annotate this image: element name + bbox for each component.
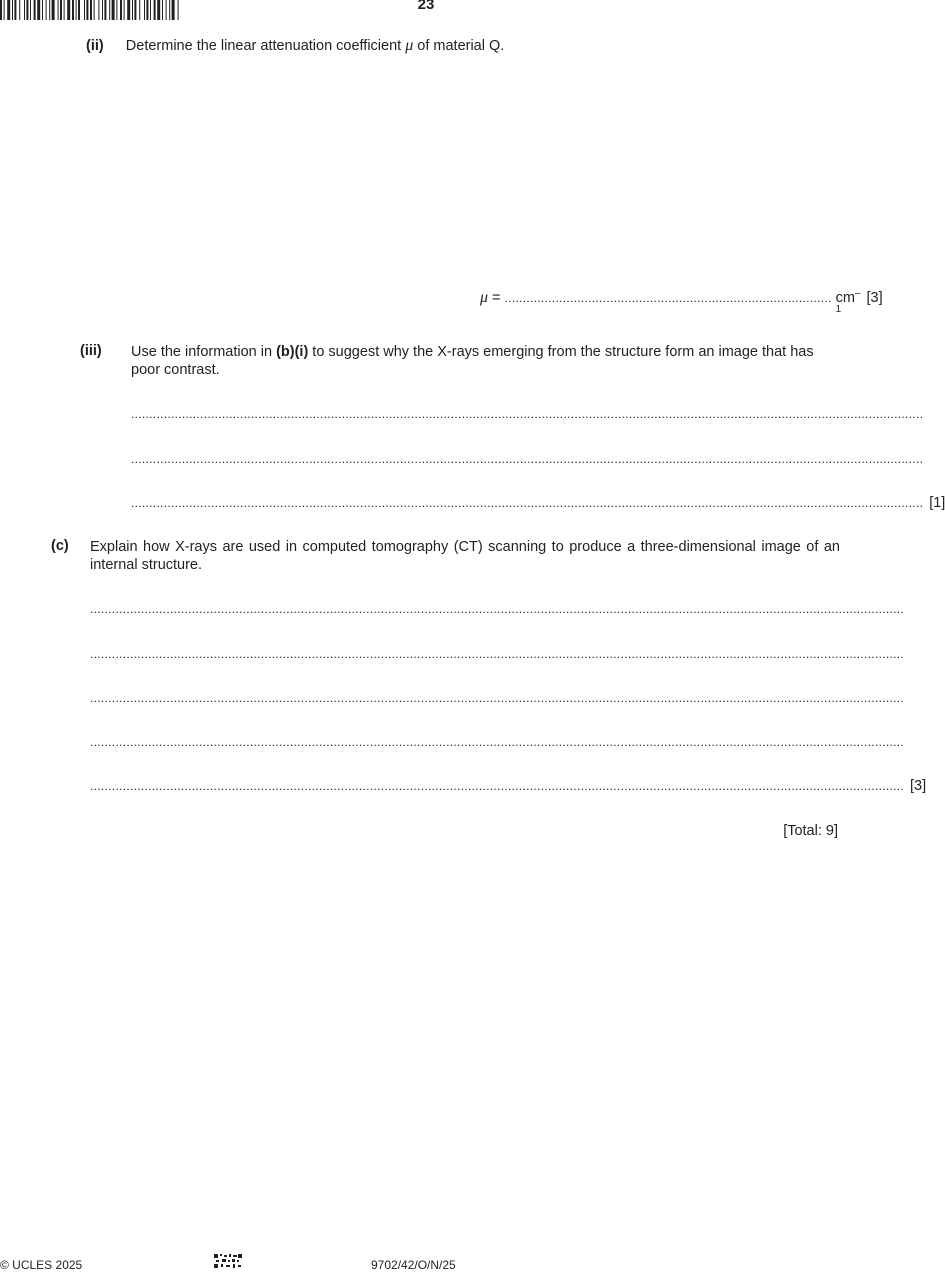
mu-symbol: μ [405, 37, 414, 54]
question-text-end: of material Q. [413, 38, 505, 54]
question-label: (iii) [80, 343, 102, 359]
question-label: (ii) [86, 38, 104, 54]
mark-allocation: [3] [866, 290, 883, 306]
mark-allocation: [1] [929, 495, 945, 511]
answer-line-final [90, 777, 927, 795]
question-label: (c) [51, 538, 69, 554]
answer-line[interactable]: .......................................................................................................................................................................................................................... [131, 452, 924, 466]
question-b-ii [86, 37, 504, 55]
answer-line[interactable]: ................................................................................................................................................................................................................................ [90, 691, 905, 705]
qr-code-icon [214, 1254, 242, 1268]
question-c-label-wrap [51, 538, 69, 554]
question-text: Use the information in [131, 344, 277, 360]
answer-line[interactable]: ................................................................................................................................................................................................................................ [90, 602, 905, 616]
question-text-end: to suggest why the X-rays emerging from the structure form an image that has poor contrast. [131, 344, 814, 378]
mu-unit: $cm^{-1}$ [835, 288, 861, 316]
question-text: Determine the linear attenuation coefficient [125, 38, 406, 54]
answer-line[interactable]: ................................................................................................................................................................................................................................ [90, 647, 905, 661]
answer-line[interactable]: ................................................................................................................................................................................................................................ [90, 735, 905, 749]
question-b-iii [131, 343, 841, 379]
answer-line[interactable]: .......................................................................................................................................................................................................................... [131, 407, 924, 421]
copyright: © UCLES 2025 [0, 1258, 83, 1272]
mu-answer-line[interactable]: .......................................................................................... [504, 291, 832, 305]
answer-line-final [131, 494, 945, 512]
mu-answer-equals: = [488, 290, 505, 306]
answer-line[interactable]: .......................................................................................................................................................................................................................... [131, 496, 924, 510]
answer-line[interactable]: ................................................................................................................................................................................................................................ [90, 779, 905, 793]
total-marks: [Total: 9] [783, 823, 838, 839]
question-b-iii-label-wrap [80, 343, 102, 359]
question-c-text: Explain how X-rays are used in computed tomography (CT) scanning to produce a three-dimensional image of an internal structure. [90, 539, 840, 573]
paper-code: 9702/42/O/N/25 [371, 1258, 456, 1272]
mu-answer-symbol: μ [480, 289, 489, 306]
question-reference: (b)(i) [276, 344, 309, 360]
page-number: 23 [417, 0, 435, 13]
mark-allocation: [3] [910, 778, 927, 794]
mu-answer-row [480, 288, 883, 322]
